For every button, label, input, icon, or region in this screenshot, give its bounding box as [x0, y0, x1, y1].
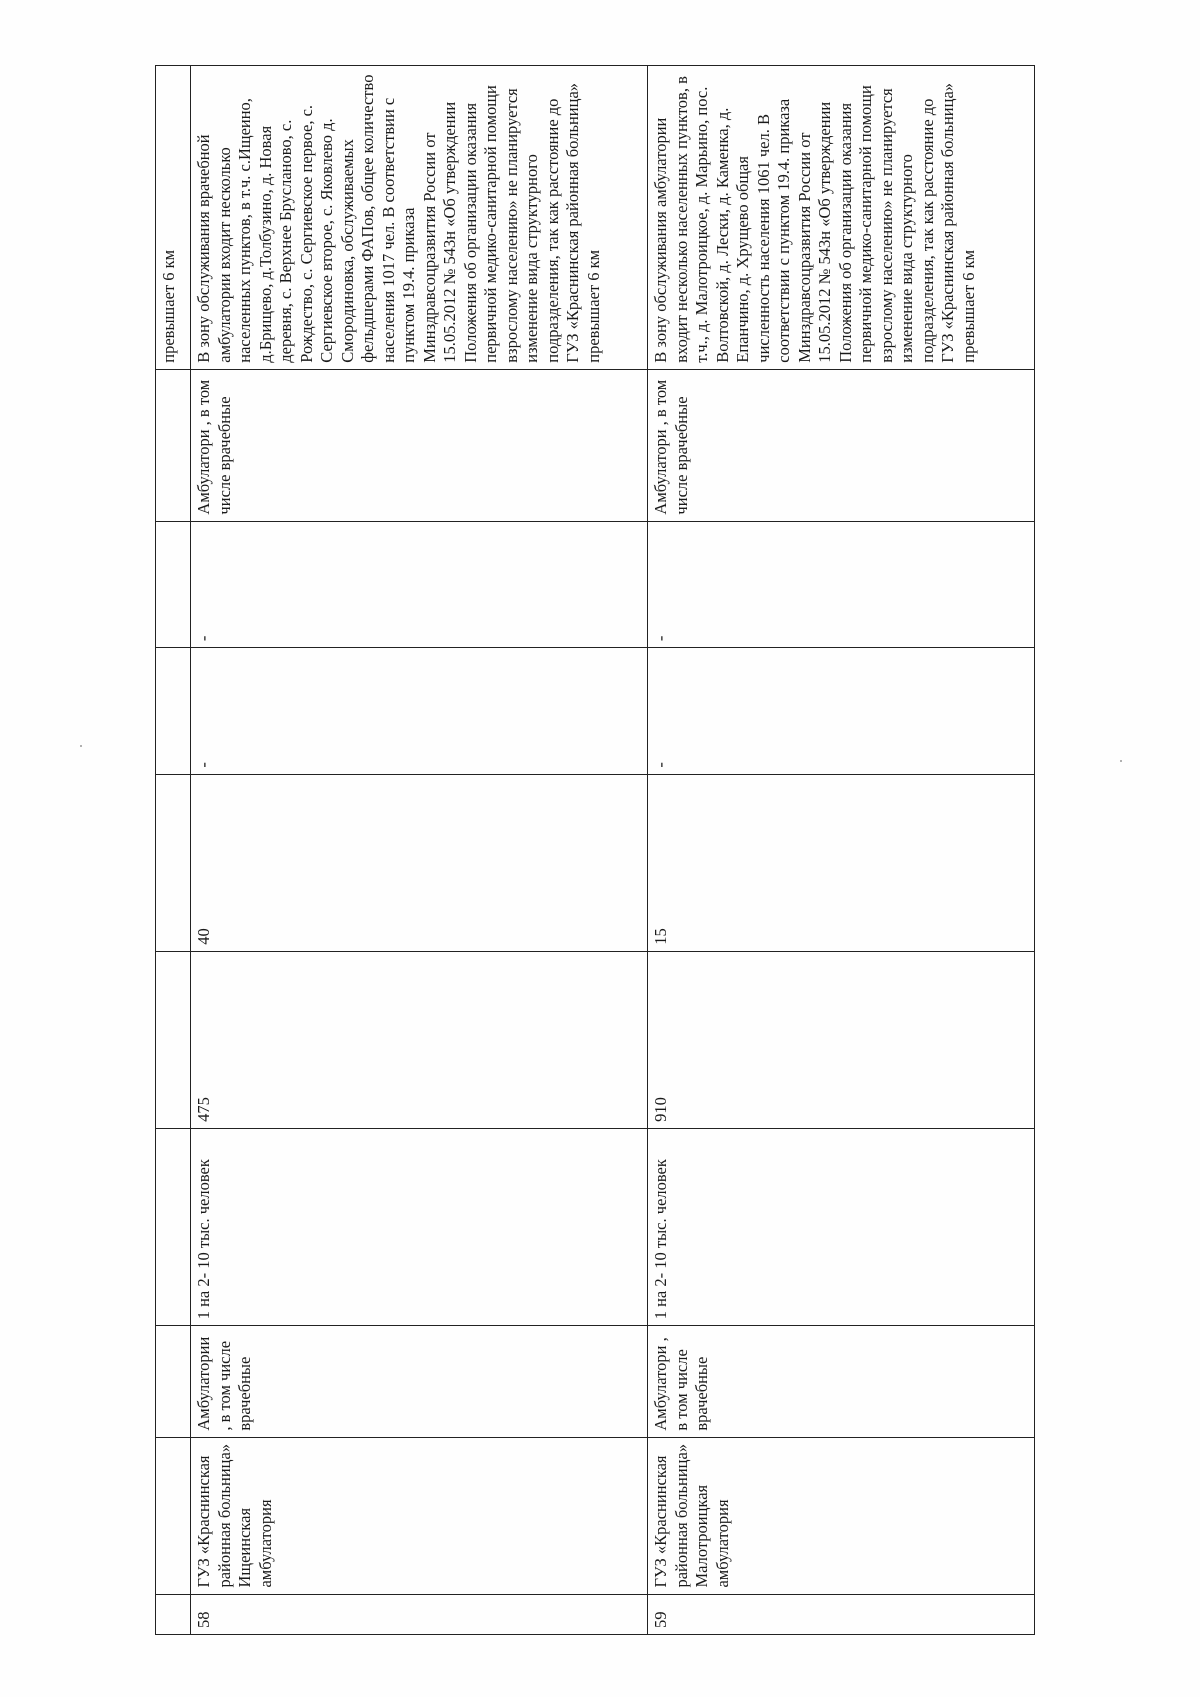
facility-type-cell: Амбулатори , в том числе врачебные	[648, 1326, 1035, 1437]
organization-cell: ГУЗ «Краснинская районная больница» Ищеинская амбулатория	[191, 1437, 648, 1594]
scan-speck	[1120, 760, 1122, 762]
cell	[156, 1437, 191, 1594]
table-row	[191, 66, 648, 1635]
facility-type-cell: Амбулатории , в том числе врачебные	[191, 1326, 648, 1437]
cell	[156, 1326, 191, 1437]
remark-cell: В зону обслуживания врачебной амбулатории входит несколько населенных пунктов, в т.ч. с.Ищеино, д.Брищево, д.Толбузино, д. Новая деревня, с. Верхнее Брусланово, с. Рождество, с. Сергиевское первое, с. Сергиевское второе, с. Яковлево д. Смородиновка, обслуживаемых фельдшерами ФАПов, общее количество населения 1017 чел. В соответствии с пунктом 19.4. приказа Минздравсоцразвития России от 15.05.2012 № 543н «Об утверждении Положения об организации оказания первичной медико-санитарной помощи взрослому населению» не планируется изменение вида структурного подразделения, так как расстояние до ГУЗ «Краснинская районная больница» превышает 6 км	[191, 66, 648, 370]
cell	[156, 774, 191, 951]
cell	[156, 521, 191, 648]
cell	[156, 1128, 191, 1325]
dash-cell: -	[648, 521, 1035, 648]
population-cell: 910	[648, 951, 1035, 1128]
rotated-table-container	[155, 65, 1035, 1635]
dash-cell: -	[648, 648, 1035, 775]
remark-cell: В зону обслуживания амбулатории входит несколько населенных пунктов, в т.ч., д. Малотроицкое, д. Марьино, пос. Волтовской, д. Лески, д. Каменка, д. Епанчино, д. Хрущево общая численность населения 1061 чел. В соответствии с пунктом 19.4. приказа Минздравсоцразвития России от 15.05.2012 № 543н «Об утверждении Положения об организации оказания первичной медико-санитарной помощи взрослому населению» не планируется изменение вида структурного подразделения, так как расстояние до ГУЗ «Краснинская районная больница» превышает 6 км	[648, 66, 1035, 370]
continuation-row	[156, 66, 191, 1635]
continuation-remark-cell: превышает 6 км	[156, 66, 191, 370]
norm-cell: 1 на 2- 10 тыс. человек	[648, 1128, 1035, 1325]
planned-type-cell: Амбулатори , в том числе врачебные	[648, 369, 1035, 521]
population-cell: 475	[191, 951, 648, 1128]
scan-speck	[80, 745, 82, 747]
dash-cell: -	[191, 648, 648, 775]
cell	[156, 369, 191, 521]
norm-cell: 1 на 2- 10 тыс. человек	[191, 1128, 648, 1325]
cell	[156, 1594, 191, 1634]
distance-cell: 40	[191, 774, 648, 951]
dash-cell: -	[191, 521, 648, 648]
row-number: 59	[648, 1594, 1035, 1634]
distance-cell: 15	[648, 774, 1035, 951]
planned-type-cell: Амбулатори , в том числе врачебные	[191, 369, 648, 521]
row-number: 58	[191, 1594, 648, 1634]
organization-cell: ГУЗ «Краснинская районная больница» Малотроицкая амбулатория	[648, 1437, 1035, 1594]
table-row	[648, 66, 1035, 1635]
cell	[156, 951, 191, 1128]
cell	[156, 648, 191, 775]
facilities-table	[155, 65, 1035, 1635]
